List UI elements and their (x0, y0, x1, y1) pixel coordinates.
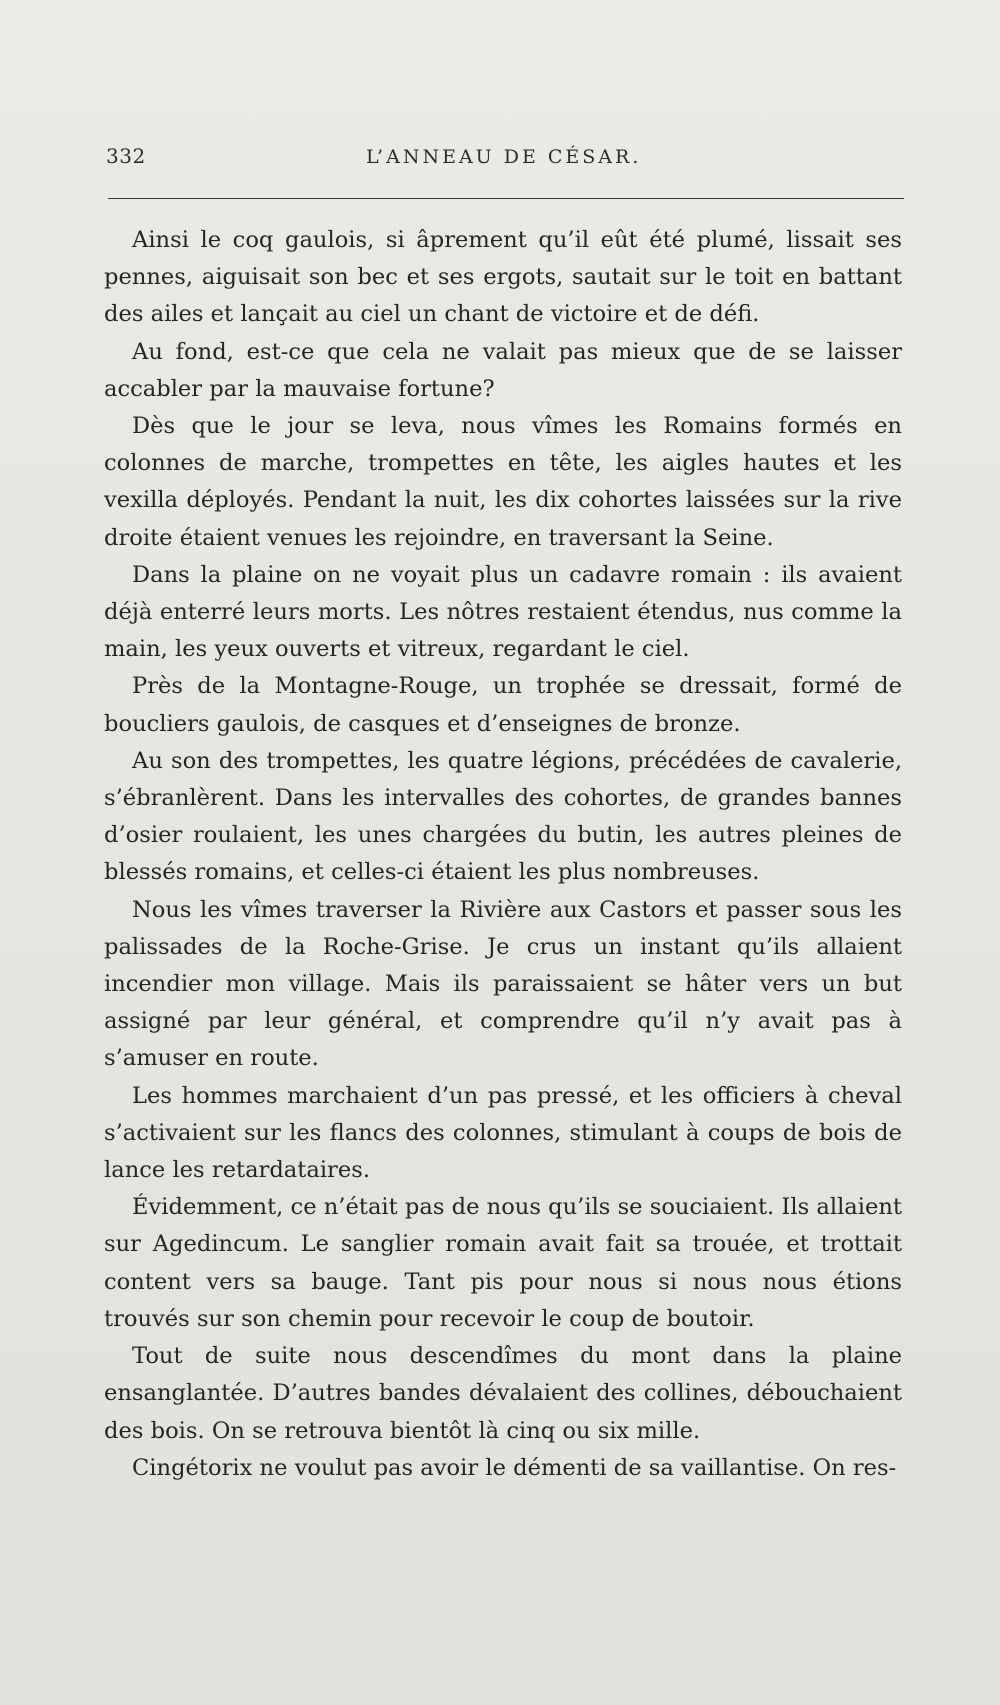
header-rule (108, 198, 904, 199)
body-text (104, 222, 902, 1487)
paragraph: Ainsi le coq gaulois, si âprement qu’il eût été plumé, lissait ses pennes, aiguisait son bec et ses ergots, sautait sur le toit en battant des ailes et lançait au ciel un chant de victoire et de défi. (104, 227, 902, 328)
page-number: 332 (106, 144, 146, 168)
paragraph: Près de la Montagne-Rouge, un trophée se dressait, formé de boucliers gaulois, de casques et d’enseignes de bronze. (104, 673, 902, 737)
paragraph: Évidemment, ce n’était pas de nous qu’ils se souciaient. Ils allaient sur Agedincum. Le sanglier romain avait fait sa trouée, et trottait content vers sa bauge. Tant pis pour nous si nous nous étions trouvés sur son chemin pour recevoir le coup de boutoir. (104, 1194, 902, 1332)
running-head (106, 140, 904, 180)
paragraph: Au son des trompettes, les quatre légions, précédées de cavalerie, s’ébranlèrent. Dans les intervalles des cohortes, de grandes bannes d’osier roulaient, les unes chargées du butin, les autres pleines de blessés romains, et celles-ci étaient les plus nombreuses. (104, 747, 902, 886)
running-title: L’ANNEAU DE CÉSAR. (366, 146, 642, 168)
paragraph: Dans la plaine on ne voyait plus un cadavre romain : ils avaient déjà enterré leurs morts. Les nôtres restaient étendus, nus comme la main, les yeux ouverts et vitreux, regardant le ciel. (104, 561, 902, 663)
paragraph: Tout de suite nous descendîmes du mont dans la plaine ensanglantée. D’autres bandes dévalaient des collines, débouchaient des bois. On se retrouva bientôt là cinq ou six mille. (104, 1343, 902, 1444)
paragraph: Nous les vîmes traverser la Rivière aux Castors et passer sous les palissades de la Roche-Grise. Je crus un instant qu’ils allaient incendier mon village. Mais ils paraissaient se hâter vers un but assigné par leur général, et comprendre qu’il n’y avait pas à s’amuser en route. (104, 896, 902, 1072)
paragraph: Les hommes marchaient d’un pas pressé, et les officiers à cheval s’activaient sur les flancs des colonnes, stimulant à coups de bois de lance les retardataires. (104, 1082, 902, 1184)
paragraph: Dès que le jour se leva, nous vîmes les Romains formés en colonnes de marche, trompettes en tête, les aigles hautes et les vexilla déployés. Pendant la nuit, les dix cohortes laissées sur la rive droite étaient venues les rejoindre, en traversant la Seine. (104, 413, 902, 551)
paragraph-continued: Cingétorix ne voulut pas avoir le démenti de sa vaillantise. On res- (132, 1454, 897, 1481)
paragraph: Au fond, est-ce que cela ne valait pas mieux que de se laisser accabler par la mauvaise fortune? (104, 338, 902, 402)
